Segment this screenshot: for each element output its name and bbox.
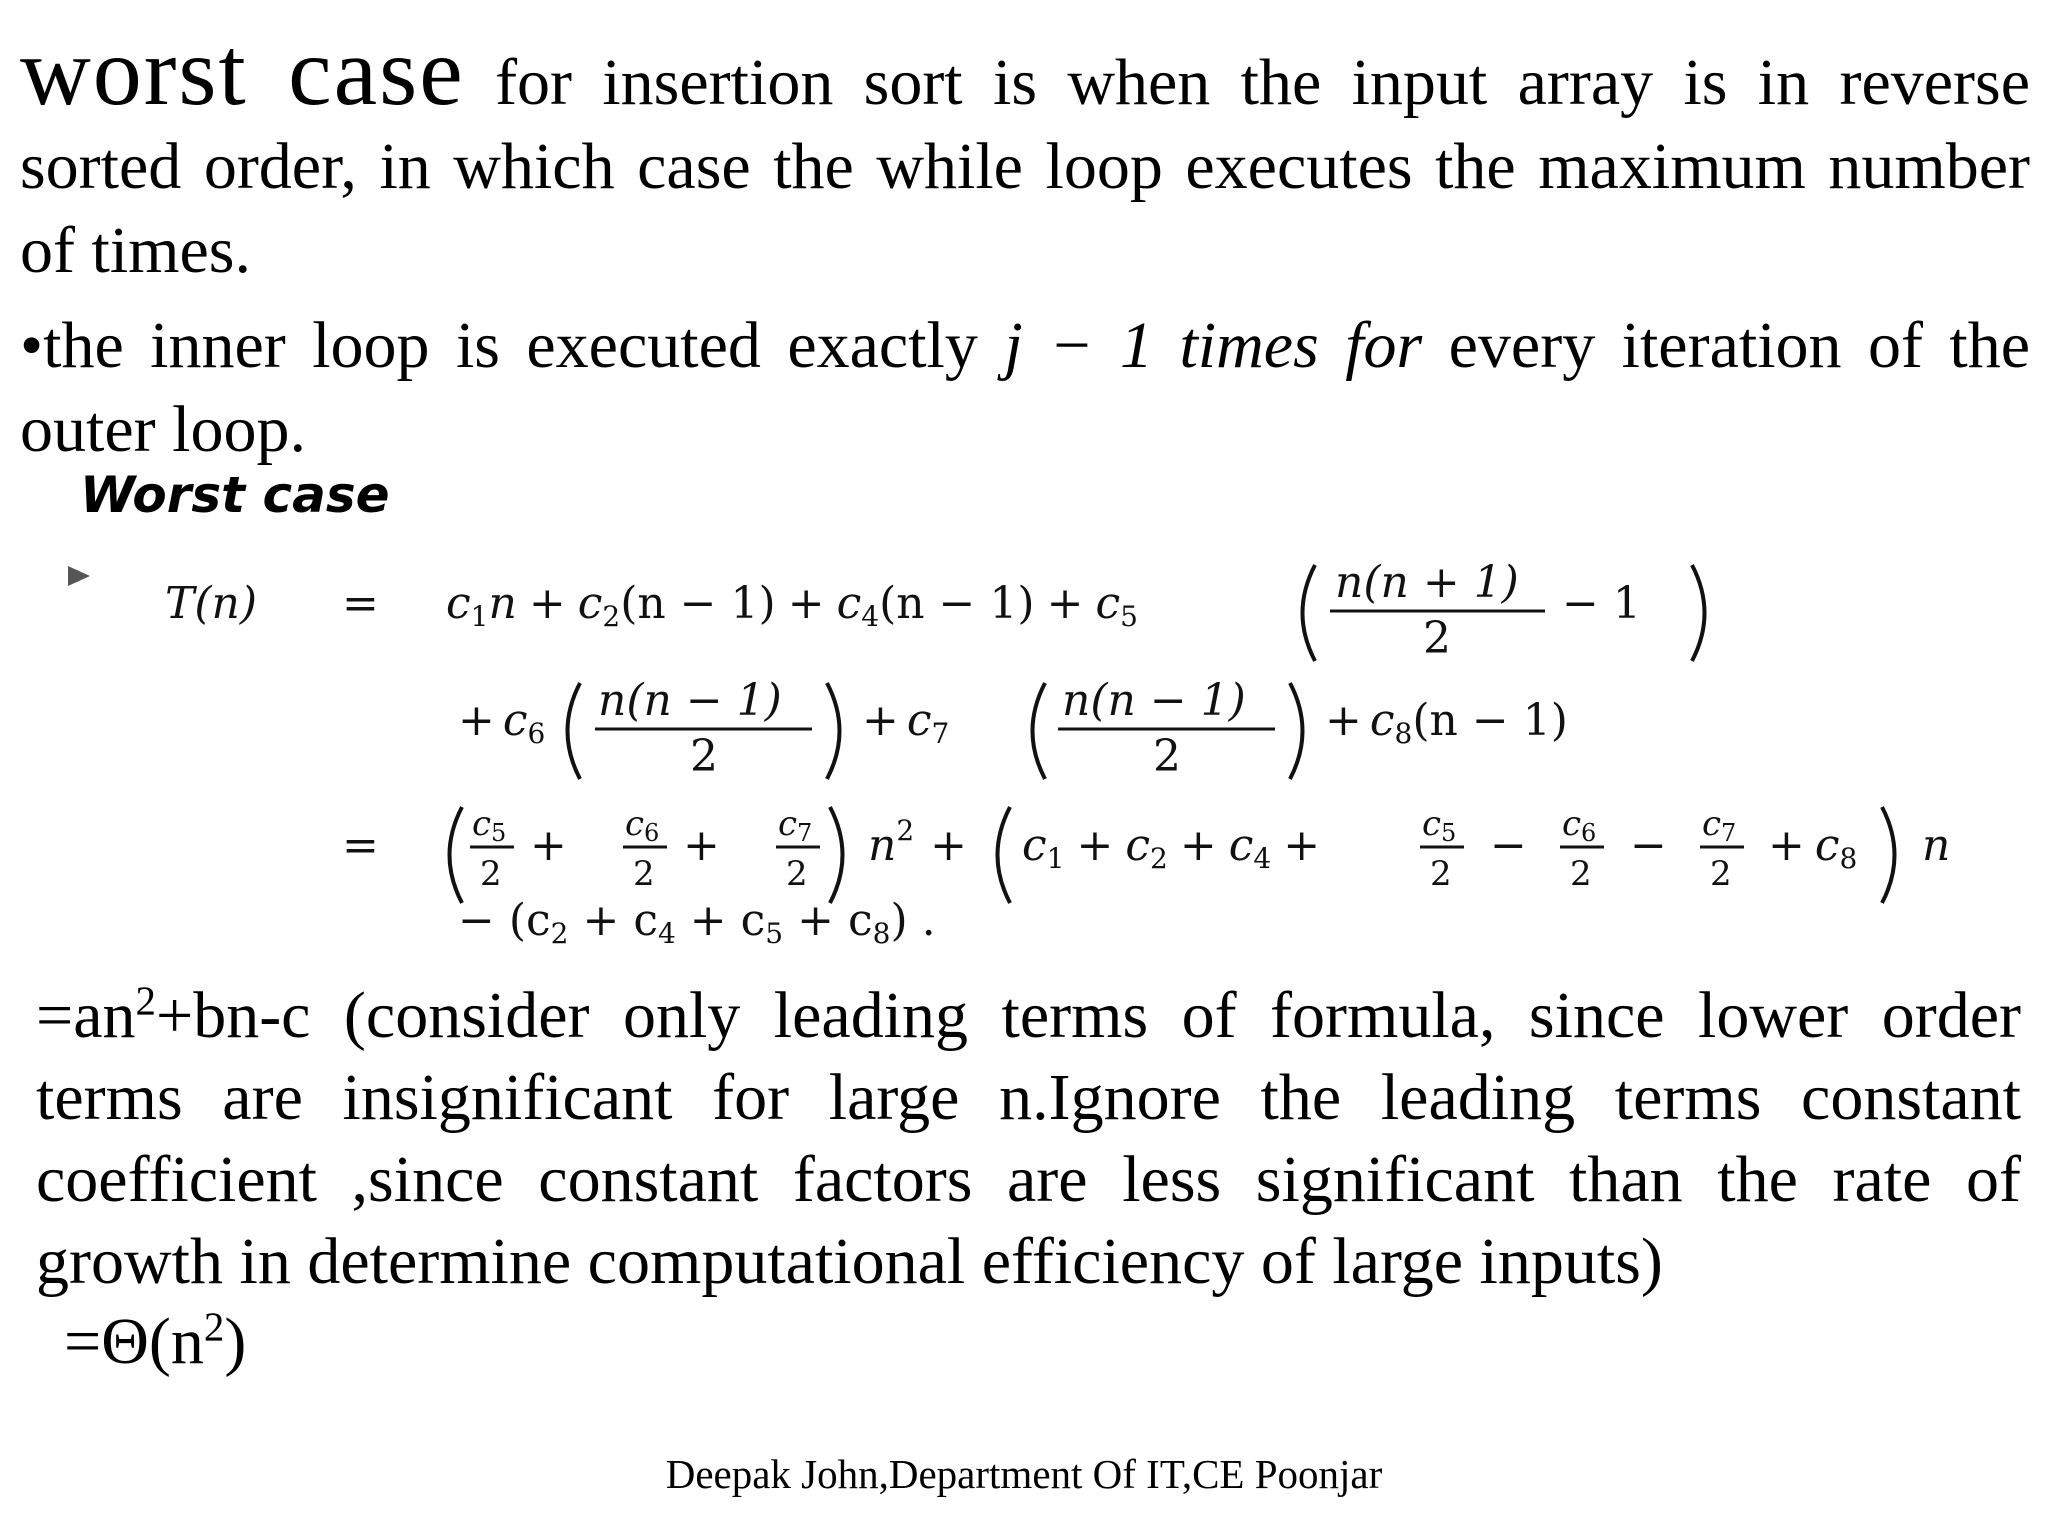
- paren-left-1: [1303, 565, 1316, 661]
- equation-eq-2: =: [342, 820, 379, 871]
- l3-c8: + c8: [1768, 820, 1858, 875]
- conclusion-exp: 2: [135, 978, 156, 1024]
- l3-f4-num: c5: [1422, 804, 1457, 847]
- l3-f5-den: 2: [1570, 854, 1592, 894]
- theta-pre: =Θ(n: [64, 1305, 204, 1378]
- paren-left-5: [998, 807, 1011, 903]
- l3-minus-2: −: [1630, 820, 1667, 871]
- paren-right-5: [1882, 807, 1895, 903]
- l3-f4-den: 2: [1430, 854, 1452, 894]
- equation-eq-1: =: [342, 578, 379, 629]
- theta-result: [64, 1300, 246, 1384]
- bullet-point: [20, 304, 2030, 472]
- fraction-num-1: n(n + 1): [1335, 557, 1519, 608]
- l3-plus-2: +: [683, 820, 720, 871]
- l3-f5-num: c6: [1562, 804, 1597, 847]
- l3-trailing-n: n: [1922, 820, 1951, 871]
- l3-minus-1: −: [1490, 820, 1527, 871]
- equation-lhs: T(n): [165, 578, 258, 629]
- bullet-prefix: •the inner loop is executed exactly: [20, 309, 1005, 382]
- l3-f2-num: c6: [625, 804, 660, 847]
- fraction-den-1: 2: [1423, 613, 1451, 664]
- paren-left-2: [568, 683, 581, 779]
- equation-line4: − (c2 + c4 + c5 + c8) .: [458, 895, 936, 950]
- paren-right-1: [1692, 565, 1705, 661]
- paren-right-3: [1290, 683, 1303, 779]
- l3-f2-den: 2: [633, 854, 655, 894]
- equation-line2-c7: + c7: [862, 695, 950, 750]
- formula-heading: Worst case: [80, 466, 390, 524]
- l3-plus-1: +: [530, 820, 567, 871]
- fraction-num-3: n(n − 1): [1062, 675, 1246, 726]
- l3-n-squared: $n^2$ +: [868, 814, 968, 871]
- fraction-num-2: n(n − 1): [598, 675, 782, 726]
- triangle-bullet-icon: [68, 566, 90, 586]
- paren-right-2: [827, 683, 840, 779]
- paren-right-4: [830, 807, 843, 903]
- intro-paragraph: [20, 18, 2030, 293]
- bullet-suffix: every iteration of the outer loop.: [20, 309, 2030, 466]
- conclusion-text: +bn-c (consider only leading terms of formula, since lower order terms are insignificant for large n.Ignore the leading terms constant coefficient ,since constant factors are less significant than the rate of growth in determine computational efficiency of large inputs): [36, 979, 2021, 1298]
- l3-f6-num: c7: [1702, 804, 1737, 847]
- conclusion-pre: =an: [36, 979, 136, 1052]
- footer-credit: Deepak John,Department Of IT,CE Poonjar: [665, 1451, 1383, 1497]
- equation-line2-c8: + c8(n − 1): [1325, 695, 1568, 750]
- l3-f3-den: 2: [786, 854, 808, 894]
- l3-c-sum: c1 + c2 + c4 +: [1022, 820, 1321, 875]
- l3-f1-num: c5: [472, 804, 507, 847]
- conclusion-paragraph: [36, 975, 2021, 1303]
- l3-f1-den: 2: [480, 854, 502, 894]
- minus-one: − 1: [1562, 578, 1641, 629]
- bullet-italic: j − 1 times for: [1004, 309, 1423, 382]
- theta-exp: 2: [203, 1304, 225, 1350]
- worst-case-heading: worst case: [20, 18, 465, 126]
- theta-post: ): [224, 1305, 247, 1378]
- intro-text: for insertion sort is when the input array is in reverse sorted order, in which case the while loop executes the maximum number of times.: [20, 46, 2030, 287]
- l3-f3-num: c7: [778, 804, 813, 847]
- paren-left-3: [1033, 683, 1046, 779]
- worst-case-equation: [150, 545, 2000, 955]
- fraction-den-3: 2: [1153, 731, 1181, 782]
- fraction-den-2: 2: [690, 731, 718, 782]
- paren-left-4: [450, 807, 463, 903]
- equation-line1-left: c1n + c2(n − 1) + c4(n − 1) + c5: [446, 578, 1138, 633]
- equation-line2-c6: + c6: [458, 695, 546, 750]
- l3-f6-den: 2: [1710, 854, 1732, 894]
